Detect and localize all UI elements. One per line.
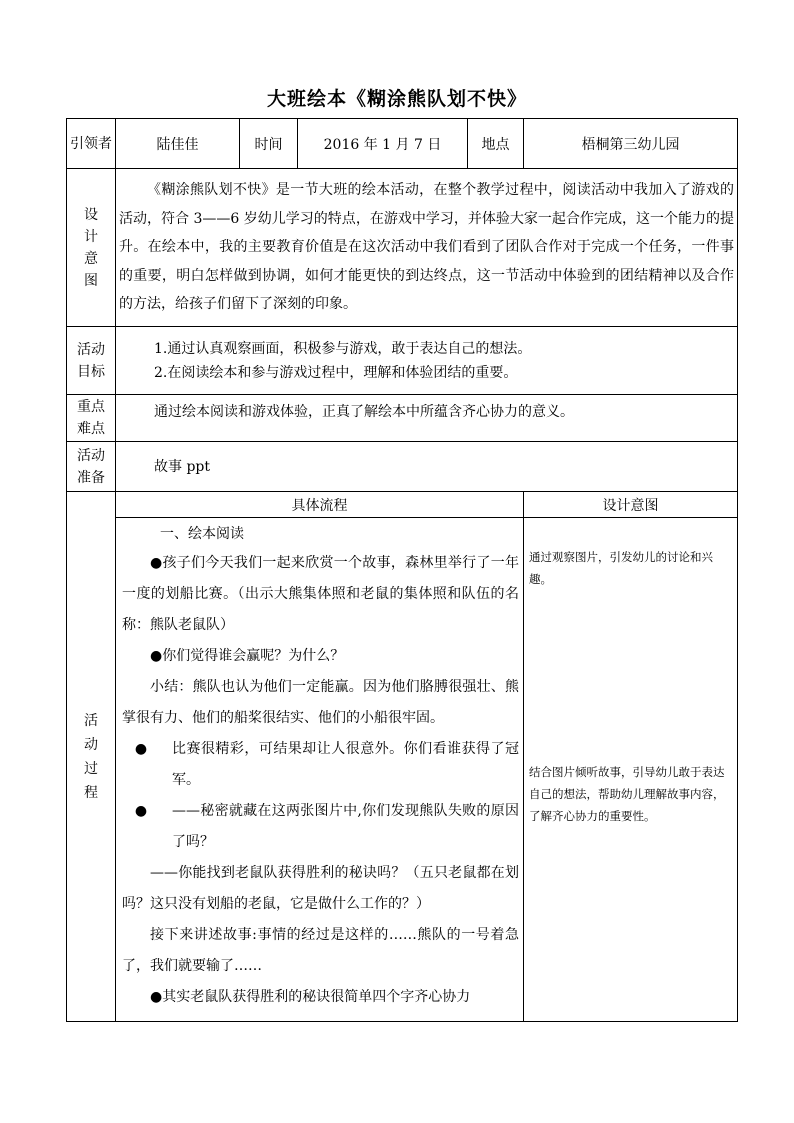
key-cell — [116, 395, 738, 442]
goal-item-2: 2.在阅读绘本和参与游戏过程中，理解和体验团结的重要。 — [154, 364, 518, 381]
intent-cell — [524, 518, 738, 1022]
time-value: 2016 年 1 月 7 日 — [298, 119, 468, 169]
key-row — [67, 395, 738, 442]
goals-label: 活动目标 — [67, 327, 116, 395]
prep-row — [67, 442, 738, 492]
lead-value: 陆佳佳 — [116, 119, 240, 169]
flow-step-5 — [122, 734, 519, 796]
flow-step-3: ●你们觉得谁会赢呢？为什么？ — [150, 648, 345, 664]
design-label: 设计意图 — [67, 169, 116, 327]
lesson-plan-table — [66, 118, 738, 1022]
bullet-icon: ● — [134, 741, 148, 757]
header-row — [67, 119, 738, 169]
place-label: 地点 — [468, 119, 524, 169]
design-text: 《糊涂熊队划不快》是一节大班的绘本活动，在整个教学过程中，阅读活动中我加入了游戏的活动，符合 3——6 岁幼儿学习的特点，在游戏中学习，并体验大家一起合作完成，这一个能力的提升。在绘本中，我的主要教育价值是在这次活动中我们看到了团队合作对于完成一个任务，一件事的重要，明白怎样做到协调，如何才能更快的到达终点，这一节活动中体验到的团结精神以及合作的方法，给孩子们留下了深刻的印象。 — [119, 182, 734, 313]
intent-note-1: 通过观察图片，引发幼儿的讨论和兴趣。 — [529, 550, 713, 586]
flow-step-5-text: 比赛很精彩，可结果却让人很意外。你们看谁获得了冠军。 — [172, 741, 519, 788]
flow-step-2: ●孩子们今天我们一起来欣赏一个故事，森林里举行了一年一度的划船比赛。（出示大熊集体照和老鼠的集体照和队伍的名称：熊队老鼠队） — [122, 555, 519, 633]
flow-column-header: 具体流程 — [116, 492, 524, 518]
goals-row — [67, 327, 738, 395]
prep-text: 故事 ppt — [154, 458, 210, 475]
lead-label: 引领者 — [67, 119, 116, 169]
process-label: 活动过程 — [67, 492, 116, 1022]
flow-step-4: 小结：熊队也认为他们一定能赢。因为他们胳膊很强壮、熊掌很有力、他们的船桨很结实、他们的小船很牢固。 — [122, 679, 519, 726]
flow-step-8: 接下来讲述故事:事情的经过是这样的……熊队的一号着急了，我们就要输了…… — [122, 927, 519, 974]
key-label: 重点难点 — [67, 395, 116, 442]
process-header-row — [67, 492, 738, 518]
intent-column-header: 设计意图 — [524, 492, 738, 518]
goal-item-1: 1.通过认真观察画面，积极参与游戏，敢于表达自己的想法。 — [154, 340, 532, 357]
document-title: 大班绘本《糊涂熊队划不快》 — [266, 88, 527, 110]
intent-note-2: 结合图片倾听故事，引导幼儿敢于表达自己的想法，帮助幼儿理解故事内容，了解齐心协力的重要性。 — [529, 765, 725, 823]
time-label: 时间 — [240, 119, 298, 169]
flow-cell — [116, 518, 524, 1022]
prep-label: 活动准备 — [67, 442, 116, 492]
design-row — [67, 169, 738, 327]
goals-cell — [116, 327, 738, 395]
flow-step-6-text: ——秘密就藏在这两张图片中,你们发现熊队失败的原因了吗？ — [172, 803, 519, 850]
flow-step-6 — [122, 796, 519, 858]
place-value: 梧桐第三幼儿园 — [524, 119, 738, 169]
prep-cell — [116, 442, 738, 492]
flow-step-7: ——你能找到老鼠队获得胜利的秘诀吗？（五只老鼠都在划吗？这只没有划船的老鼠，它是做什么工作的？） — [122, 865, 519, 912]
key-text: 通过绘本阅读和游戏体验，正真了解绘本中所蕴含齐心协力的意义。 — [154, 404, 574, 420]
process-row — [67, 518, 738, 1022]
flow-step-1: 一、绘本阅读 — [160, 526, 244, 542]
bullet-icon: ● — [134, 803, 148, 819]
flow-step-9: ●其实老鼠队获得胜利的秘诀很简单四个字齐心协力 — [150, 989, 471, 1005]
design-text-cell — [116, 169, 738, 327]
